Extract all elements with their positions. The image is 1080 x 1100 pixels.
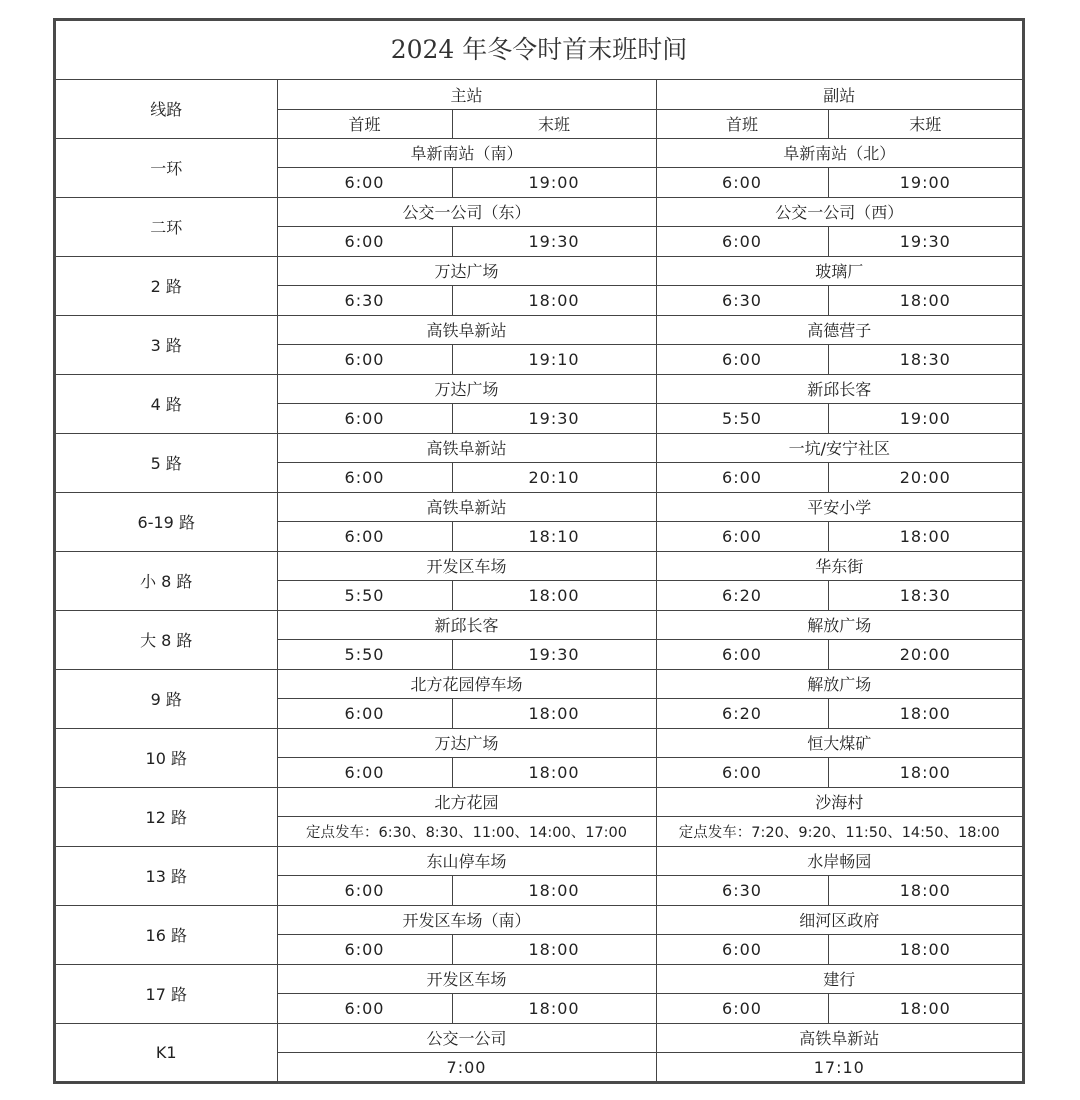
route-row — [56, 492, 1022, 522]
route-name: K1 — [56, 1023, 277, 1082]
route-row — [56, 728, 1022, 758]
sub-last-time: 18:00 — [828, 522, 1022, 552]
sub-first-time: 6:20 — [656, 699, 828, 729]
main-station-name: 高铁阜新站 — [277, 492, 656, 522]
sub-station-name: 一坑/安宁社区 — [656, 433, 1022, 463]
route-row — [56, 1023, 1022, 1053]
main-first-time: 6:00 — [277, 994, 452, 1024]
sub-last-time: 19:00 — [828, 404, 1022, 434]
sub-station-name: 华东街 — [656, 551, 1022, 581]
main-first-time: 6:30 — [277, 286, 452, 316]
route-name: 12 路 — [56, 787, 277, 846]
main-last-time: 18:00 — [452, 286, 656, 316]
route-row — [56, 551, 1022, 581]
route-row — [56, 610, 1022, 640]
sub-first-time: 6:00 — [656, 345, 828, 375]
sub-last-time: 20:00 — [828, 463, 1022, 493]
main-schedule: 定点发车：6:30、8:30、11:00、14:00、17:00 — [277, 817, 656, 847]
sub-first-time: 6:00 — [656, 758, 828, 788]
route-row — [56, 138, 1022, 168]
sub-first-time: 5:50 — [656, 404, 828, 434]
route-row — [56, 256, 1022, 286]
sub-last-time: 18:00 — [828, 286, 1022, 316]
route-row — [56, 964, 1022, 994]
sub-station-name: 平安小学 — [656, 492, 1022, 522]
main-last-time: 19:30 — [452, 227, 656, 257]
route-row — [56, 433, 1022, 463]
main-station-name: 新邱长客 — [277, 610, 656, 640]
sub-last-time: 18:30 — [828, 581, 1022, 611]
schedule-sheet — [53, 18, 1025, 1084]
sub-first-time: 6:00 — [656, 994, 828, 1024]
main-station-name: 开发区车场 — [277, 964, 656, 994]
sub-station-name: 高德营子 — [656, 315, 1022, 345]
route-name: 二环 — [56, 197, 277, 256]
sub-first-time: 6:30 — [656, 876, 828, 906]
header-sub-station: 副站 — [656, 80, 1022, 109]
route-name: 16 路 — [56, 905, 277, 964]
schedule-table — [56, 80, 1022, 1083]
page-title: 2024 年冬令时首末班时间 — [56, 21, 1022, 80]
main-last-time: 18:00 — [452, 699, 656, 729]
main-last-time: 20:10 — [452, 463, 656, 493]
header-sub-last: 末班 — [828, 109, 1022, 138]
main-station-name: 开发区车场（南） — [277, 905, 656, 935]
route-name: 6-19 路 — [56, 492, 277, 551]
sub-schedule: 17:10 — [656, 1053, 1022, 1083]
sub-station-name: 恒大煤矿 — [656, 728, 1022, 758]
sub-station-name: 水岸畅园 — [656, 846, 1022, 876]
main-station-name: 万达广场 — [277, 728, 656, 758]
main-first-time: 6:00 — [277, 876, 452, 906]
sub-schedule: 定点发车：7:20、9:20、11:50、14:50、18:00 — [656, 817, 1022, 847]
sub-last-time: 18:00 — [828, 758, 1022, 788]
sub-station-name: 玻璃厂 — [656, 256, 1022, 286]
sub-first-time: 6:00 — [656, 935, 828, 965]
main-station-name: 开发区车场 — [277, 551, 656, 581]
sub-station-name: 解放广场 — [656, 610, 1022, 640]
sub-first-time: 6:20 — [656, 581, 828, 611]
route-name: 一环 — [56, 138, 277, 197]
main-station-name: 高铁阜新站 — [277, 315, 656, 345]
main-station-name: 万达广场 — [277, 374, 656, 404]
route-row — [56, 787, 1022, 817]
sub-last-time: 20:00 — [828, 640, 1022, 670]
route-row — [56, 846, 1022, 876]
route-name: 13 路 — [56, 846, 277, 905]
sub-station-name: 解放广场 — [656, 669, 1022, 699]
header-route: 线路 — [56, 80, 277, 138]
main-last-time: 19:30 — [452, 640, 656, 670]
main-station-name: 阜新南站（南） — [277, 138, 656, 168]
main-first-time: 6:00 — [277, 404, 452, 434]
main-last-time: 19:10 — [452, 345, 656, 375]
route-name: 5 路 — [56, 433, 277, 492]
sub-last-time: 18:00 — [828, 935, 1022, 965]
route-row — [56, 197, 1022, 227]
sub-station-name: 沙海村 — [656, 787, 1022, 817]
route-row — [56, 669, 1022, 699]
header-main-last: 末班 — [452, 109, 656, 138]
sub-last-time: 18:00 — [828, 876, 1022, 906]
route-row — [56, 315, 1022, 345]
main-last-time: 18:00 — [452, 935, 656, 965]
sub-station-name: 公交一公司（西） — [656, 197, 1022, 227]
main-station-name: 北方花园停车场 — [277, 669, 656, 699]
header-main-station: 主站 — [277, 80, 656, 109]
main-first-time: 6:00 — [277, 758, 452, 788]
sub-last-time: 19:00 — [828, 168, 1022, 198]
sub-first-time: 6:30 — [656, 286, 828, 316]
main-first-time: 6:00 — [277, 699, 452, 729]
sub-last-time: 19:30 — [828, 227, 1022, 257]
main-last-time: 18:00 — [452, 581, 656, 611]
main-first-time: 6:00 — [277, 168, 452, 198]
sub-last-time: 18:00 — [828, 699, 1022, 729]
main-first-time: 6:00 — [277, 935, 452, 965]
route-row — [56, 905, 1022, 935]
sub-last-time: 18:00 — [828, 994, 1022, 1024]
main-first-time: 6:00 — [277, 463, 452, 493]
sub-first-time: 6:00 — [656, 522, 828, 552]
route-name: 大 8 路 — [56, 610, 277, 669]
route-name: 小 8 路 — [56, 551, 277, 610]
route-name: 17 路 — [56, 964, 277, 1023]
main-station-name: 公交一公司（东） — [277, 197, 656, 227]
sub-station-name: 细河区政府 — [656, 905, 1022, 935]
route-name: 9 路 — [56, 669, 277, 728]
sub-first-time: 6:00 — [656, 168, 828, 198]
header-sub-first: 首班 — [656, 109, 828, 138]
route-name: 10 路 — [56, 728, 277, 787]
main-station-name: 万达广场 — [277, 256, 656, 286]
main-station-name: 公交一公司 — [277, 1023, 656, 1053]
main-first-time: 5:50 — [277, 640, 452, 670]
sub-first-time: 6:00 — [656, 463, 828, 493]
main-last-time: 19:30 — [452, 404, 656, 434]
header-main-first: 首班 — [277, 109, 452, 138]
main-last-time: 19:00 — [452, 168, 656, 198]
sub-station-name: 建行 — [656, 964, 1022, 994]
header-row-top — [56, 80, 1022, 109]
sub-first-time: 6:00 — [656, 227, 828, 257]
sub-station-name: 新邱长客 — [656, 374, 1022, 404]
main-first-time: 6:00 — [277, 345, 452, 375]
main-station-name: 东山停车场 — [277, 846, 656, 876]
sub-first-time: 6:00 — [656, 640, 828, 670]
main-first-time: 6:00 — [277, 522, 452, 552]
route-row — [56, 374, 1022, 404]
main-last-time: 18:00 — [452, 876, 656, 906]
sub-station-name: 高铁阜新站 — [656, 1023, 1022, 1053]
main-schedule: 7:00 — [277, 1053, 656, 1083]
main-last-time: 18:10 — [452, 522, 656, 552]
route-name: 4 路 — [56, 374, 277, 433]
main-station-name: 高铁阜新站 — [277, 433, 656, 463]
route-name: 3 路 — [56, 315, 277, 374]
main-first-time: 6:00 — [277, 227, 452, 257]
schedule-table-body — [56, 80, 1022, 1082]
main-last-time: 18:00 — [452, 758, 656, 788]
route-name: 2 路 — [56, 256, 277, 315]
sub-station-name: 阜新南站（北） — [656, 138, 1022, 168]
main-last-time: 18:00 — [452, 994, 656, 1024]
main-station-name: 北方花园 — [277, 787, 656, 817]
sub-last-time: 18:30 — [828, 345, 1022, 375]
main-first-time: 5:50 — [277, 581, 452, 611]
